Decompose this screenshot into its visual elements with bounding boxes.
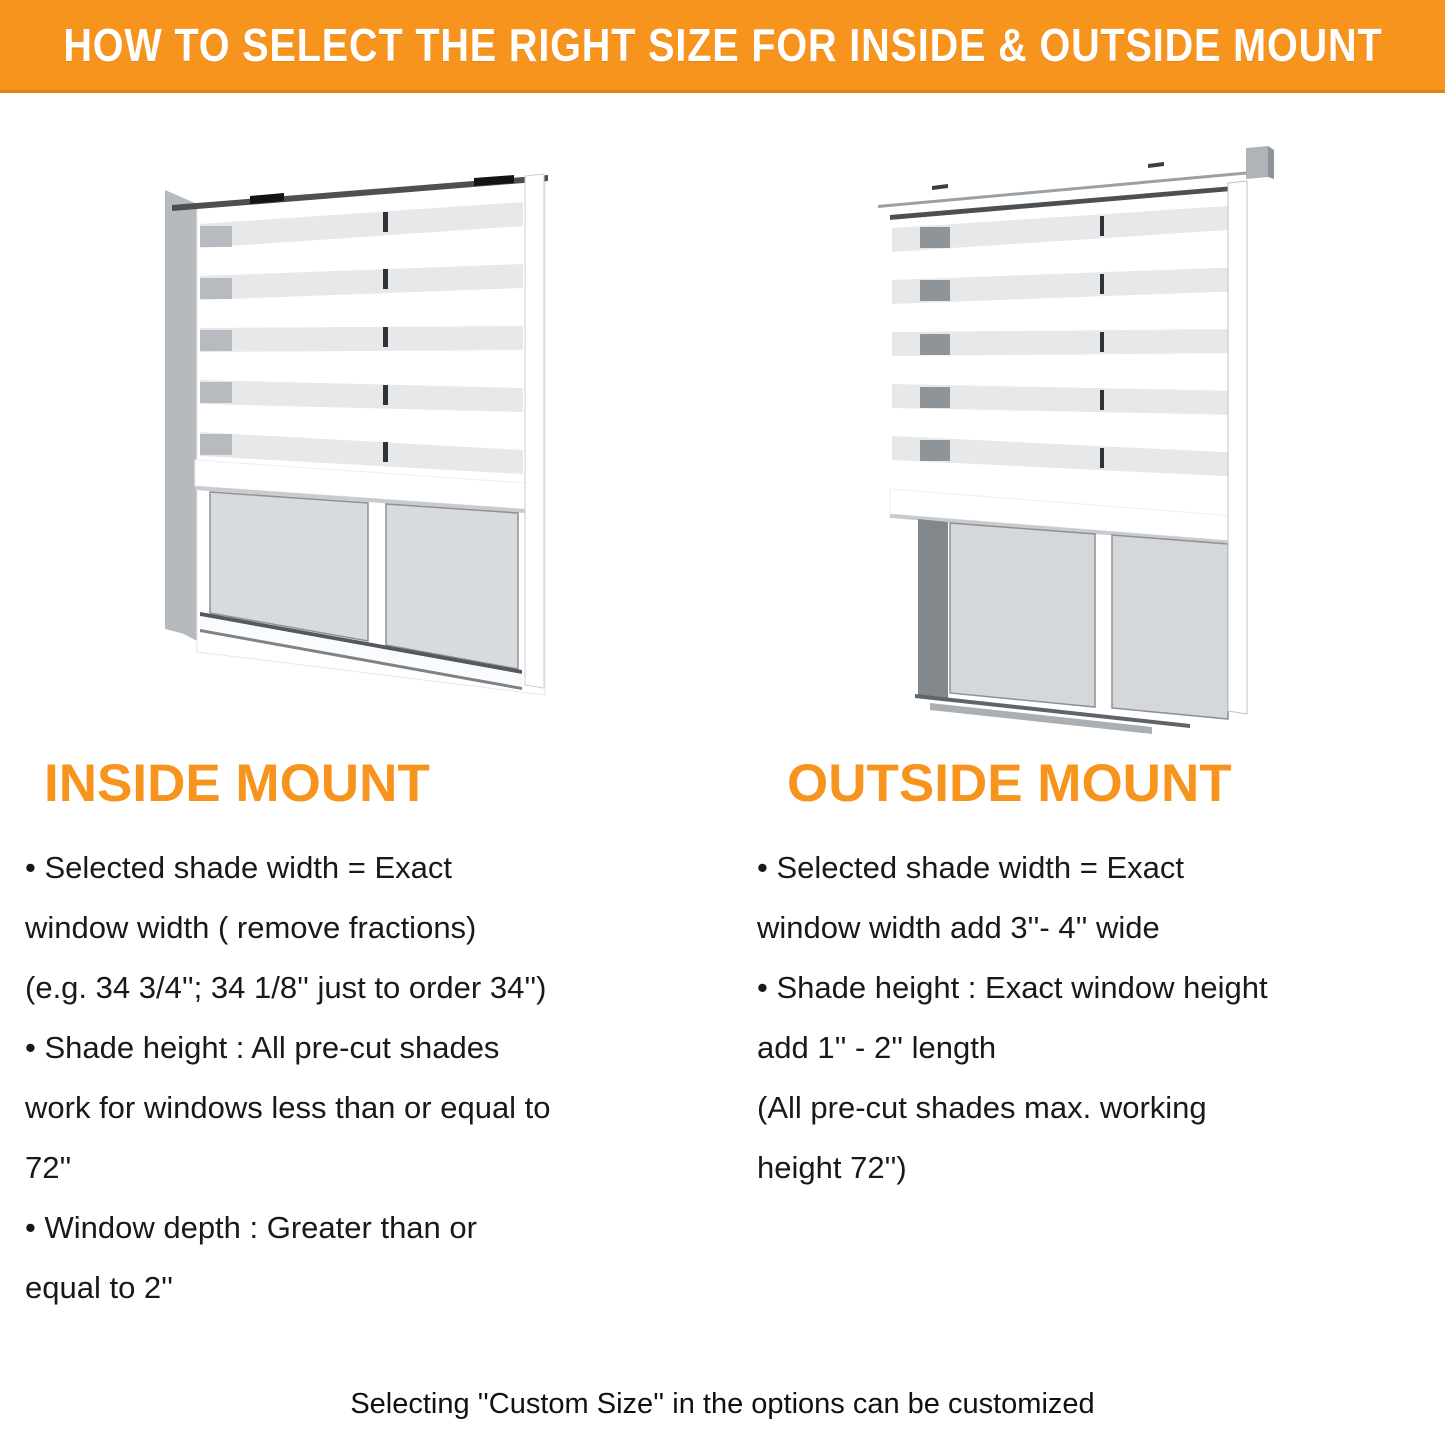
- bullet-line: • Shade height : All pre-cut shades: [25, 1030, 500, 1065]
- bullet-line: • Window depth : Greater than or: [25, 1210, 477, 1245]
- banner-title: HOW TO SELECT THE RIGHT SIZE FOR INSIDE & OUTSIDE MOUNT: [62, 19, 1383, 71]
- mullion-shadow-dash: [1100, 448, 1104, 468]
- inside-mount-window-drawing: [150, 130, 695, 745]
- bullet-line: window width add 3''- 4'' wide: [757, 910, 1160, 945]
- outside-mount-window-drawing: [855, 125, 1285, 750]
- bullet-line: height 72''): [757, 1150, 907, 1185]
- window-reveal-shadow: [920, 387, 950, 408]
- window-reveal-shadow: [920, 280, 950, 301]
- window-recess: [918, 519, 948, 700]
- mullion-shadow-dash: [1100, 274, 1104, 294]
- footnote: Selecting ''Custom Size'' in the options can be customized: [350, 1388, 1095, 1420]
- mullion-shadow-dash: [1100, 390, 1104, 410]
- shade-side-rail: [1228, 181, 1247, 714]
- outside-mount-heading: OUTSIDE MOUNT: [787, 754, 1232, 813]
- window-reveal-shadow: [920, 334, 950, 355]
- left-reveal-shadow: [200, 330, 232, 351]
- left-reveal-shadow: [200, 226, 232, 247]
- bullet-line: equal to 2'': [25, 1270, 174, 1305]
- bullet-line: (All pre-cut shades max. working: [757, 1090, 1207, 1125]
- bullet-line: window width ( remove fractions): [25, 910, 477, 945]
- bullet-line: • Shade height : Exact window height: [757, 970, 1268, 1005]
- bullet-line: • Selected shade width = Exact: [757, 850, 1185, 885]
- bullet-line: add 1'' - 2'' length: [757, 1030, 997, 1065]
- shade-side-rail: [525, 174, 544, 688]
- outside-mount-bullets: [757, 838, 1437, 1198]
- inside-mount-bullets: [25, 838, 730, 1318]
- left-reveal-shadow: [200, 278, 232, 299]
- bullet-line: 72'': [25, 1150, 72, 1185]
- inside-mount-illustration: [150, 130, 695, 750]
- mounting-screw-mark: [932, 184, 948, 190]
- mounting-bracket: [1268, 146, 1274, 179]
- outside-mount-illustration: [855, 125, 1285, 755]
- banner: [0, 0, 1445, 93]
- inside-mount-heading: INSIDE MOUNT: [44, 754, 430, 813]
- mullion-shadow-dash: [383, 269, 388, 289]
- mullion-shadow-dash: [383, 442, 388, 462]
- mullion-shadow-dash: [1100, 332, 1104, 352]
- mullion-shadow-dash: [383, 212, 388, 232]
- window-reveal-shadow: [920, 227, 950, 248]
- left-reveal-shadow: [200, 382, 232, 403]
- mullion-shadow-dash: [383, 327, 388, 347]
- left-reveal-shadow: [200, 434, 232, 455]
- bullet-line: (e.g. 34 3/4''; 34 1/8'' just to order 34''): [25, 970, 547, 1005]
- mounting-screw-mark: [1148, 162, 1164, 168]
- mounting-bracket: [1246, 146, 1268, 179]
- window-glass: [950, 523, 1228, 719]
- mullion-shadow-dash: [1100, 216, 1104, 236]
- bullet-line: • Selected shade width = Exact: [25, 850, 453, 885]
- mullion-shadow-dash: [383, 385, 388, 405]
- bullet-line: work for windows less than or equal to: [25, 1090, 551, 1125]
- window-reveal-shadow: [920, 440, 950, 461]
